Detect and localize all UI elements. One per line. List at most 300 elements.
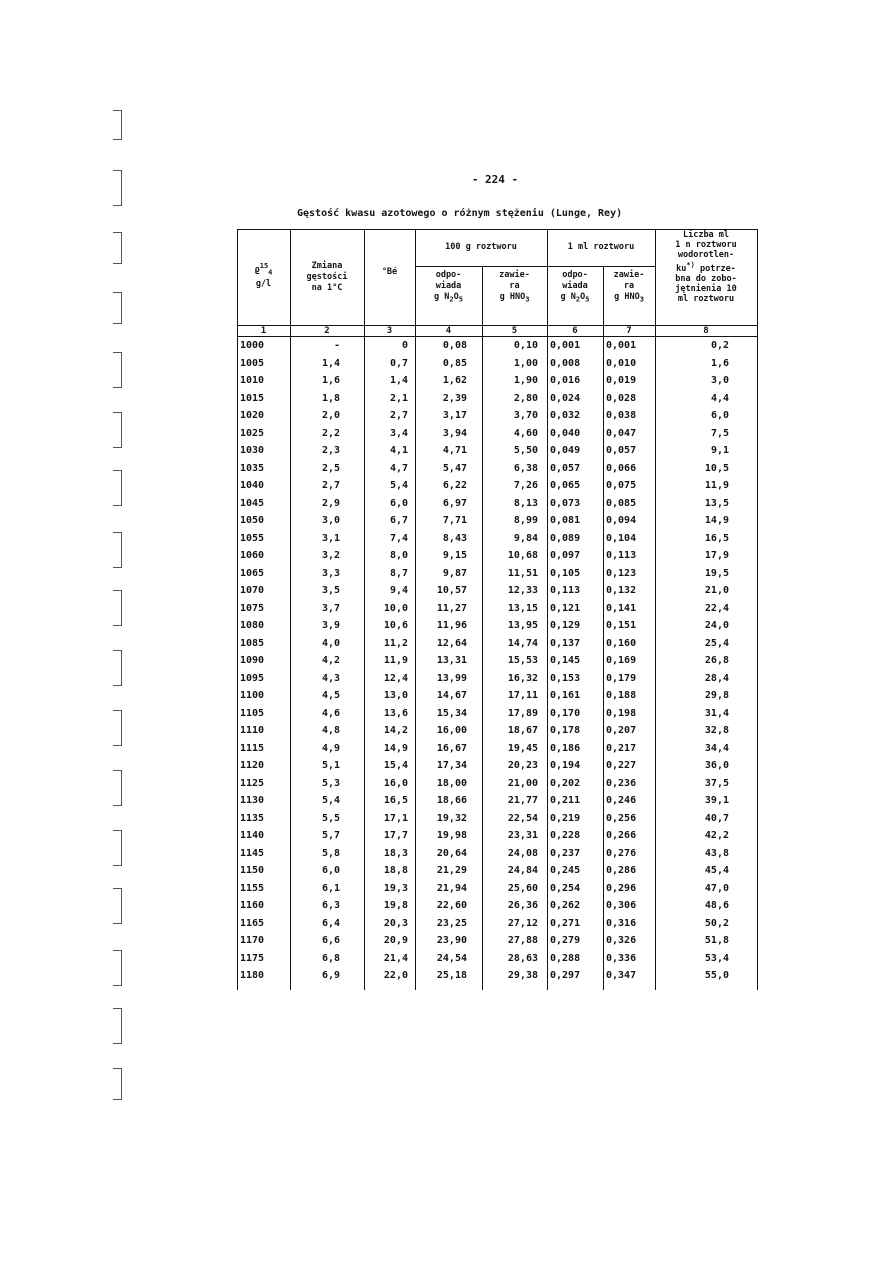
cell-baume: 20,9	[383, 935, 408, 946]
table-row	[237, 617, 758, 635]
cell-hno3-1ml: 0,169	[606, 655, 637, 666]
column-number: 6	[572, 326, 578, 336]
cell-hno3-1ml: 0,266	[606, 830, 637, 841]
cell-n2o5-100g: 13,31	[436, 655, 467, 666]
cell-n2o5-1ml: 0,032	[550, 410, 581, 421]
header-density-ref: 4	[268, 268, 273, 277]
cell-n2o5-100g: 18,00	[436, 777, 467, 789]
cell-naoh-volume: 29,8	[704, 690, 729, 701]
cell-baume: 11,2	[383, 637, 408, 649]
cell-baume: 0,7	[389, 357, 408, 369]
table-row	[237, 635, 758, 653]
header-baume: °Bé	[381, 267, 398, 277]
cell-naoh-volume: 24,0	[704, 620, 729, 631]
table-row	[237, 477, 758, 495]
cell-hno3-100g: 18,67	[507, 725, 538, 736]
cell-hno3-1ml: 0,188	[606, 690, 637, 701]
cell-hno3-100g: 13,95	[507, 620, 538, 631]
cell-naoh-volume: 9,1	[710, 445, 729, 456]
cell-hno3-1ml: 0,113	[606, 550, 637, 561]
header-hno3-1ml	[603, 270, 655, 306]
cell-baume: 17,1	[383, 812, 408, 824]
cell-naoh-volume: 42,2	[704, 830, 729, 841]
header-hno3-100g	[482, 270, 547, 306]
cell-n2o5-100g: 15,34	[436, 707, 467, 719]
column-number: 1	[260, 326, 267, 336]
header-hno3-100g-line2: ra	[509, 281, 520, 291]
cell-hno3-100g: 22,54	[507, 812, 538, 824]
table-row	[237, 932, 758, 950]
table-row	[237, 897, 758, 915]
cell-hno3-100g: 28,63	[507, 952, 538, 964]
cell-hno3-1ml: 0,160	[606, 637, 637, 649]
cell-naoh-volume: 16,5	[704, 532, 729, 544]
cell-n2o5-1ml: 0,211	[550, 795, 581, 806]
cell-hno3-1ml: 0,236	[606, 777, 637, 789]
cell-density-change: -	[333, 340, 340, 351]
cell-density-change: 5,4	[321, 795, 340, 806]
cell-baume: 4,1	[389, 445, 408, 456]
table-row	[237, 740, 758, 758]
cell-hno3-100g: 7,26	[513, 480, 538, 491]
cell-hno3-100g: 15,53	[507, 655, 538, 666]
cell-hno3-100g: 5,50	[513, 445, 538, 456]
cell-density: 1150	[240, 865, 265, 876]
cell-baume: 7,4	[389, 532, 408, 544]
cell-n2o5-100g: 24,54	[436, 952, 467, 964]
cell-naoh-volume: 37,5	[704, 777, 729, 789]
cell-naoh-volume: 47,0	[704, 882, 729, 894]
table-row	[237, 407, 758, 425]
cell-baume: 10,6	[383, 620, 408, 631]
table-row	[237, 722, 758, 740]
cell-density: 1045	[240, 497, 265, 509]
cell-n2o5-1ml: 0,194	[550, 760, 581, 771]
cell-hno3-100g: 26,36	[507, 900, 538, 911]
cell-density: 1010	[240, 375, 265, 386]
header-naoh-line4b: potrze-	[694, 263, 736, 274]
cell-baume: 9,4	[389, 585, 408, 596]
header-n2o5-100g-o: O	[453, 292, 459, 302]
cell-n2o5-1ml: 0,113	[550, 585, 581, 596]
cell-density: 1175	[240, 952, 265, 964]
cell-n2o5-1ml: 0,145	[550, 655, 581, 666]
table-row	[237, 565, 758, 583]
cell-baume: 4,7	[389, 462, 408, 474]
cell-hno3-100g: 8,99	[513, 515, 538, 526]
cell-hno3-100g: 17,89	[507, 707, 538, 719]
cell-naoh-volume: 0,2	[710, 340, 729, 351]
cell-hno3-1ml: 0,347	[606, 970, 637, 981]
header-density-symbol: ϱ	[254, 264, 260, 275]
cell-hno3-1ml: 0,047	[606, 427, 637, 439]
header-naoh-line1: Liczba ml	[682, 230, 730, 240]
cell-hno3-100g: 11,51	[507, 567, 538, 579]
cell-baume: 13,6	[383, 707, 408, 719]
table-row	[237, 337, 758, 355]
cell-n2o5-1ml: 0,001	[550, 340, 581, 351]
cell-n2o5-1ml: 0,297	[550, 970, 581, 981]
cell-n2o5-100g: 6,22	[442, 480, 467, 491]
cell-hno3-1ml: 0,179	[606, 672, 637, 684]
cell-hno3-100g: 10,68	[507, 550, 538, 561]
cell-n2o5-100g: 23,25	[436, 917, 467, 929]
cell-hno3-1ml: 0,316	[606, 917, 637, 929]
cell-n2o5-1ml: 0,057	[550, 462, 581, 474]
cell-density-change: 3,0	[321, 515, 340, 526]
cell-density: 1135	[240, 812, 265, 824]
table-row	[237, 687, 758, 705]
cell-hno3-100g: 13,15	[507, 602, 538, 614]
header-n2o5-100g-sub1: 2	[449, 295, 454, 304]
cell-naoh-volume: 11,9	[704, 480, 729, 491]
cell-density-change: 6,3	[321, 900, 340, 911]
cell-hno3-1ml: 0,019	[606, 375, 637, 386]
cell-naoh-volume: 34,4	[704, 742, 729, 754]
cell-baume: 20,3	[383, 917, 408, 929]
table-row	[237, 547, 758, 565]
header-density-change-line3: na 1°C	[311, 283, 343, 293]
header-naoh-footnote: *)	[686, 261, 695, 269]
cell-n2o5-1ml: 0,202	[550, 777, 581, 789]
cell-density: 1000	[240, 340, 265, 351]
column-number: 7	[626, 326, 632, 336]
cell-n2o5-100g: 3,94	[442, 427, 467, 439]
cell-baume: 2,7	[389, 410, 408, 421]
cell-hno3-1ml: 0,038	[606, 410, 637, 421]
cell-hno3-1ml: 0,227	[606, 760, 637, 771]
table-row	[237, 582, 758, 600]
table-row	[237, 425, 758, 443]
header-n2o5-1ml	[547, 270, 603, 306]
cell-baume: 0	[401, 340, 408, 351]
cell-density: 1130	[240, 795, 265, 806]
cell-hno3-1ml: 0,085	[606, 497, 637, 509]
table-row	[237, 810, 758, 828]
cell-density-change: 5,1	[321, 760, 340, 771]
cell-baume: 10,0	[383, 602, 408, 614]
cell-naoh-volume: 51,8	[704, 935, 729, 946]
cell-n2o5-100g: 16,00	[436, 725, 467, 736]
cell-hno3-100g: 9,84	[513, 532, 538, 544]
cell-n2o5-1ml: 0,153	[550, 672, 581, 684]
cell-baume: 14,9	[383, 742, 408, 754]
cell-density-change: 5,8	[321, 847, 340, 859]
cell-n2o5-1ml: 0,105	[550, 567, 581, 579]
cell-hno3-1ml: 0,256	[606, 812, 637, 824]
cell-naoh-volume: 13,5	[704, 497, 729, 509]
cell-density: 1040	[240, 480, 265, 491]
cell-n2o5-100g: 3,17	[442, 410, 467, 421]
cell-hno3-1ml: 0,217	[606, 742, 637, 754]
cell-n2o5-1ml: 0,121	[550, 602, 581, 614]
cell-hno3-1ml: 0,276	[606, 847, 637, 859]
cell-density-change: 4,8	[321, 725, 340, 736]
cell-naoh-volume: 45,4	[704, 865, 729, 876]
cell-density-change: 5,3	[321, 777, 340, 789]
cell-density-change: 4,9	[321, 742, 340, 754]
cell-density: 1155	[240, 882, 265, 894]
header-hno3-100g-line3: g HNO	[499, 292, 526, 302]
cell-hno3-1ml: 0,198	[606, 707, 637, 719]
cell-n2o5-1ml: 0,129	[550, 620, 581, 631]
cell-density: 1140	[240, 830, 265, 841]
cell-density-change: 3,1	[321, 532, 340, 544]
column-number: 3	[386, 326, 393, 336]
cell-hno3-1ml: 0,094	[606, 515, 637, 526]
cell-density: 1180	[240, 970, 265, 981]
cell-naoh-volume: 26,8	[704, 655, 729, 666]
header-naoh-line4a: ku	[676, 263, 687, 274]
header-naoh-line5: bna do zobo-	[675, 273, 737, 284]
cell-naoh-volume: 17,9	[704, 550, 729, 561]
column-number: 4	[445, 326, 452, 336]
header-n2o5-1ml-line1: odpo-	[562, 270, 588, 280]
table-row	[237, 705, 758, 723]
cell-hno3-1ml: 0,075	[606, 480, 637, 491]
cell-naoh-volume: 19,5	[704, 567, 729, 579]
header-hno3-1ml-line3: g HNO	[614, 292, 640, 302]
cell-density: 1105	[240, 707, 265, 719]
cell-hno3-100g: 27,88	[507, 935, 538, 946]
header-n2o5-1ml-line3: g N	[560, 292, 576, 302]
cell-n2o5-1ml: 0,137	[550, 637, 581, 649]
cell-density: 1005	[240, 357, 265, 369]
cell-density: 1100	[240, 690, 265, 701]
table-row	[237, 652, 758, 670]
cell-density: 1095	[240, 672, 265, 684]
cell-n2o5-100g: 9,87	[442, 567, 467, 579]
cell-hno3-100g: 21,00	[507, 777, 538, 789]
cell-hno3-100g: 24,84	[507, 865, 538, 876]
table-row	[237, 792, 758, 810]
header-n2o5-1ml-sub2: 5	[585, 295, 590, 304]
cell-baume: 21,4	[383, 952, 408, 964]
cell-baume: 5,4	[389, 480, 408, 491]
table-row	[237, 827, 758, 845]
cell-density-change: 2,2	[321, 427, 340, 439]
cell-baume: 1,4	[389, 375, 408, 386]
cell-hno3-100g: 1,00	[513, 357, 538, 369]
cell-n2o5-1ml: 0,178	[550, 725, 581, 736]
cell-baume: 11,9	[383, 655, 408, 666]
cell-density-change: 4,0	[321, 637, 340, 649]
header-n2o5-100g-line1: odpo-	[435, 270, 462, 280]
cell-density: 1170	[240, 935, 265, 946]
cell-density-change: 3,9	[321, 620, 340, 631]
cell-density-change: 2,3	[321, 445, 340, 456]
cell-baume: 8,7	[389, 567, 408, 579]
cell-density: 1025	[240, 427, 265, 439]
cell-baume: 2,1	[389, 392, 408, 404]
cell-n2o5-1ml: 0,271	[550, 917, 581, 929]
cell-baume: 17,7	[383, 830, 408, 841]
cell-hno3-1ml: 0,296	[606, 882, 637, 894]
cell-naoh-volume: 3,0	[710, 375, 729, 386]
cell-density: 1115	[240, 742, 265, 754]
cell-density-change: 6,0	[321, 865, 340, 876]
cell-n2o5-100g: 0,85	[442, 357, 467, 369]
cell-density-change: 2,7	[321, 480, 340, 491]
table-row	[237, 757, 758, 775]
cell-hno3-1ml: 0,028	[606, 392, 637, 404]
cell-density-change: 1,8	[321, 392, 340, 404]
cell-density-change: 1,6	[321, 375, 340, 386]
cell-hno3-100g: 8,13	[513, 497, 538, 509]
table-row	[237, 530, 758, 548]
cell-hno3-1ml: 0,286	[606, 865, 637, 876]
cell-hno3-100g: 29,38	[507, 970, 538, 981]
density-table	[237, 229, 758, 990]
table-row	[237, 775, 758, 793]
cell-density: 1020	[240, 410, 265, 421]
cell-hno3-100g: 4,60	[513, 427, 538, 439]
cell-hno3-1ml: 0,123	[606, 567, 637, 579]
cell-naoh-volume: 55,0	[704, 970, 729, 981]
cell-naoh-volume: 53,4	[704, 952, 729, 964]
table-row	[237, 950, 758, 968]
cell-density-change: 4,6	[321, 707, 340, 719]
cell-n2o5-100g: 1,62	[442, 375, 467, 386]
header-n2o5-100g-line3: g N	[434, 292, 450, 302]
cell-density: 1030	[240, 445, 265, 456]
table-row	[237, 495, 758, 513]
column-number: 8	[703, 326, 709, 336]
cell-n2o5-1ml: 0,016	[550, 375, 581, 386]
cell-n2o5-1ml: 0,097	[550, 550, 581, 561]
cell-baume: 19,3	[383, 882, 408, 894]
cell-density: 1145	[240, 847, 265, 859]
cell-n2o5-1ml: 0,254	[550, 882, 581, 894]
cell-n2o5-100g: 10,57	[436, 585, 467, 596]
cell-naoh-volume: 28,4	[704, 672, 729, 684]
table-row	[237, 372, 758, 390]
cell-density: 1035	[240, 462, 265, 474]
cell-n2o5-100g: 2,39	[442, 392, 467, 404]
header-hno3-1ml-sub: 3	[639, 295, 644, 304]
cell-density: 1160	[240, 900, 265, 911]
cell-n2o5-1ml: 0,186	[550, 742, 581, 754]
cell-density-change: 6,9	[321, 970, 340, 981]
cell-n2o5-1ml: 0,245	[550, 865, 581, 876]
page-number: - 224 -	[471, 173, 519, 186]
header-n2o5-1ml-o: O	[580, 292, 586, 302]
cell-n2o5-100g: 5,47	[442, 462, 467, 474]
cell-baume: 19,8	[383, 900, 408, 911]
cell-baume: 22,0	[383, 970, 408, 981]
cell-density: 1015	[240, 392, 265, 404]
cell-density: 1085	[240, 637, 265, 649]
cell-baume: 18,3	[383, 847, 408, 859]
table-title: Gęstość kwasu azotowego o różnym stężeniu (Lunge, Rey)	[297, 208, 623, 219]
cell-n2o5-100g: 22,60	[436, 900, 467, 911]
cell-n2o5-1ml: 0,170	[550, 707, 581, 719]
header-n2o5-1ml-line2: wiada	[562, 281, 588, 291]
cell-naoh-volume: 7,5	[710, 427, 729, 439]
cell-naoh-volume: 32,8	[704, 725, 729, 736]
cell-naoh-volume: 4,4	[710, 392, 729, 404]
cell-n2o5-1ml: 0,049	[550, 445, 581, 456]
table-row	[237, 390, 758, 408]
cell-baume: 16,0	[383, 777, 408, 789]
header-naoh-line6: jętnienia 10	[675, 283, 737, 294]
cell-density-change: 2,0	[321, 410, 340, 421]
cell-n2o5-100g: 19,98	[436, 830, 467, 841]
cell-hno3-100g: 23,31	[507, 830, 538, 841]
header-n2o5-100g-line2: wiada	[435, 281, 462, 291]
cell-naoh-volume: 43,8	[704, 847, 729, 859]
cell-n2o5-1ml: 0,089	[550, 532, 581, 544]
cell-baume: 15,4	[383, 760, 408, 771]
cell-density-change: 4,5	[321, 690, 340, 701]
cell-baume: 18,8	[383, 865, 408, 876]
cell-n2o5-1ml: 0,040	[550, 427, 581, 439]
cell-hno3-1ml: 0,141	[606, 602, 637, 614]
cell-hno3-1ml: 0,207	[606, 725, 637, 736]
header-n2o5-100g	[415, 270, 482, 306]
cell-hno3-100g: 27,12	[507, 917, 538, 929]
header-naoh-line7: ml roztworu	[677, 293, 735, 304]
header-n2o5-1ml-sub1: 2	[575, 295, 581, 304]
cell-n2o5-1ml: 0,081	[550, 515, 581, 526]
cell-density-change: 3,2	[321, 550, 340, 561]
cell-density: 1055	[240, 532, 265, 544]
table-row	[237, 862, 758, 880]
cell-n2o5-1ml: 0,262	[550, 900, 581, 911]
cell-density-change: 6,1	[321, 882, 340, 894]
cell-hno3-1ml: 0,057	[606, 445, 637, 456]
cell-density: 1080	[240, 620, 265, 631]
table-row	[237, 600, 758, 618]
cell-density-change: 5,7	[321, 830, 340, 841]
cell-n2o5-100g: 16,67	[436, 742, 467, 754]
cell-hno3-100g: 1,90	[513, 375, 538, 386]
cell-density: 1110	[240, 725, 265, 736]
cell-n2o5-100g: 4,71	[442, 445, 467, 456]
cell-density: 1050	[240, 515, 265, 526]
header-hno3-100g-sub: 3	[525, 295, 530, 304]
header-hno3-1ml-line1: zawie-	[613, 270, 645, 280]
cell-hno3-100g: 2,80	[513, 392, 538, 404]
cell-n2o5-1ml: 0,073	[550, 497, 581, 509]
cell-n2o5-1ml: 0,237	[550, 847, 581, 859]
cell-naoh-volume: 10,5	[704, 462, 729, 474]
cell-hno3-1ml: 0,336	[606, 952, 637, 964]
cell-n2o5-1ml: 0,279	[550, 935, 581, 946]
cell-naoh-volume: 6,0	[710, 410, 729, 421]
cell-hno3-100g: 19,45	[507, 742, 538, 754]
cell-naoh-volume: 39,1	[704, 795, 729, 806]
header-hno3-1ml-line2: ra	[623, 281, 635, 291]
cell-n2o5-100g: 20,64	[436, 847, 467, 859]
cell-baume: 13,0	[383, 690, 408, 701]
table-row	[237, 880, 758, 898]
table-row	[237, 915, 758, 933]
table-row	[237, 355, 758, 373]
cell-n2o5-100g: 12,64	[436, 637, 467, 649]
cell-n2o5-1ml: 0,065	[550, 480, 581, 491]
cell-density-change: 3,3	[321, 567, 340, 579]
cell-n2o5-100g: 25,18	[436, 970, 467, 981]
header-group-100g: 100 g roztworu	[445, 242, 517, 252]
cell-hno3-100g: 6,38	[513, 462, 538, 474]
cell-n2o5-100g: 21,94	[436, 882, 467, 894]
cell-baume: 3,4	[389, 427, 408, 439]
cell-hno3-1ml: 0,151	[606, 620, 637, 631]
cell-density-change: 6,8	[321, 952, 340, 964]
cell-hno3-100g: 17,11	[507, 690, 538, 701]
cell-n2o5-100g: 8,43	[442, 532, 467, 544]
